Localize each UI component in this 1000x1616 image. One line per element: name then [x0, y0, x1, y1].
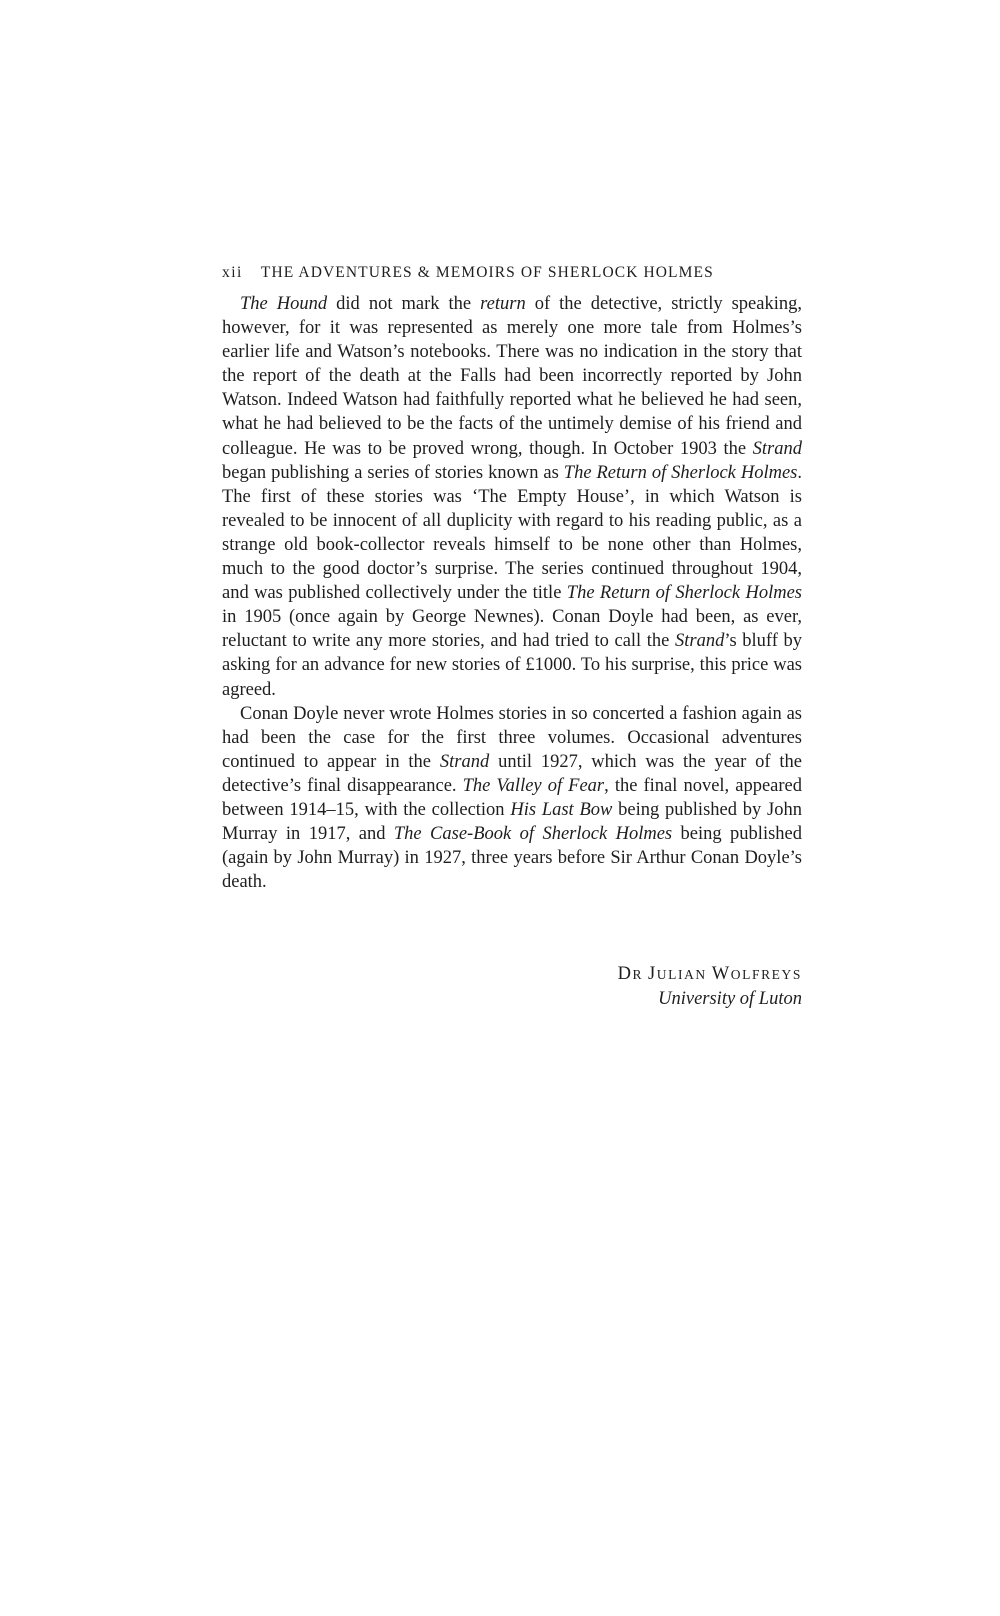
- signature-block: [618, 962, 802, 1011]
- text-run: did not mark the: [327, 294, 481, 314]
- italic-title: Strand: [439, 751, 490, 772]
- italic-title: The Case-Book of Sherlock Holmes: [393, 824, 673, 845]
- italic-title: His Last Bow: [510, 799, 613, 820]
- italic-title: The Hound: [240, 294, 328, 314]
- text-run: Conan Doyle never wrote Holmes stories in so concerted a fashion again as had been the case for the first three volumes. Occasional adventures continued to appear in the: [222, 703, 802, 772]
- page-number: xii: [222, 264, 243, 281]
- author-affiliation: University of Luton: [658, 989, 802, 1009]
- text-run: , the final novel, appeared between 1914–15, with the collection: [222, 775, 803, 820]
- text-run: began publishing a series of stories known as: [222, 462, 564, 483]
- italic-title: Strand: [675, 631, 725, 652]
- text-run: being published by John Murray in 1917, and: [222, 799, 802, 845]
- italic-title: The Return of Sherlock Holmes: [566, 583, 802, 604]
- paragraph-1: [222, 292, 802, 702]
- running-header: [222, 264, 802, 282]
- italic-title: Strand: [752, 438, 802, 459]
- text-run: until 1927, which was the year of the detective’s final disappearance.: [222, 751, 802, 796]
- text-run: . The first of these stories was ‘The Empty House’, in which Watson is revealed to be innocent of all duplicity with regard to his reading public, as a strange old book-collector reveals himself to be none other than Holmes, much to the good doctor’s surprise. The series continued throughout 1904, and was published collectively under the title: [222, 462, 802, 604]
- author-name: DR JULIAN WOLFREYS: [617, 964, 802, 984]
- italic-title: The Return of Sherlock Holmes: [563, 462, 798, 483]
- running-title: THE ADVENTURES & MEMOIRS OF SHERLOCK HOLMES: [260, 264, 714, 281]
- body-text: [222, 292, 802, 894]
- text-run: ’s bluff by asking for an advance for new stories of £1000. To his surprise, this price was agreed.: [222, 631, 803, 700]
- text-run: in 1905 (once again by George Newnes). Conan Doyle had been, as ever, reluctant to write any more stories, and had tried to call the: [222, 607, 802, 652]
- text-run: being published (again by John Murray) in 1927, three years before Sir Arthur Conan Doyle’s death.: [222, 824, 803, 893]
- italic-title: return: [480, 294, 526, 314]
- italic-title: The Valley of Fear: [462, 775, 605, 796]
- text-run: of the detective, strictly speaking, however, for it was represented as merely one more tale from Holmes’s earlier life and Watson’s notebooks. There was no indication in the story that the report of the death at the Falls had been incorrectly reported by John Watson. Indeed Watson had faithfully reported what he believed he had seen, what he had believed to be the facts of the untimely demise of his friend and colleague. He was to be proved wrong, though. In October 1903 the: [222, 294, 802, 459]
- paragraph-2: [222, 702, 802, 895]
